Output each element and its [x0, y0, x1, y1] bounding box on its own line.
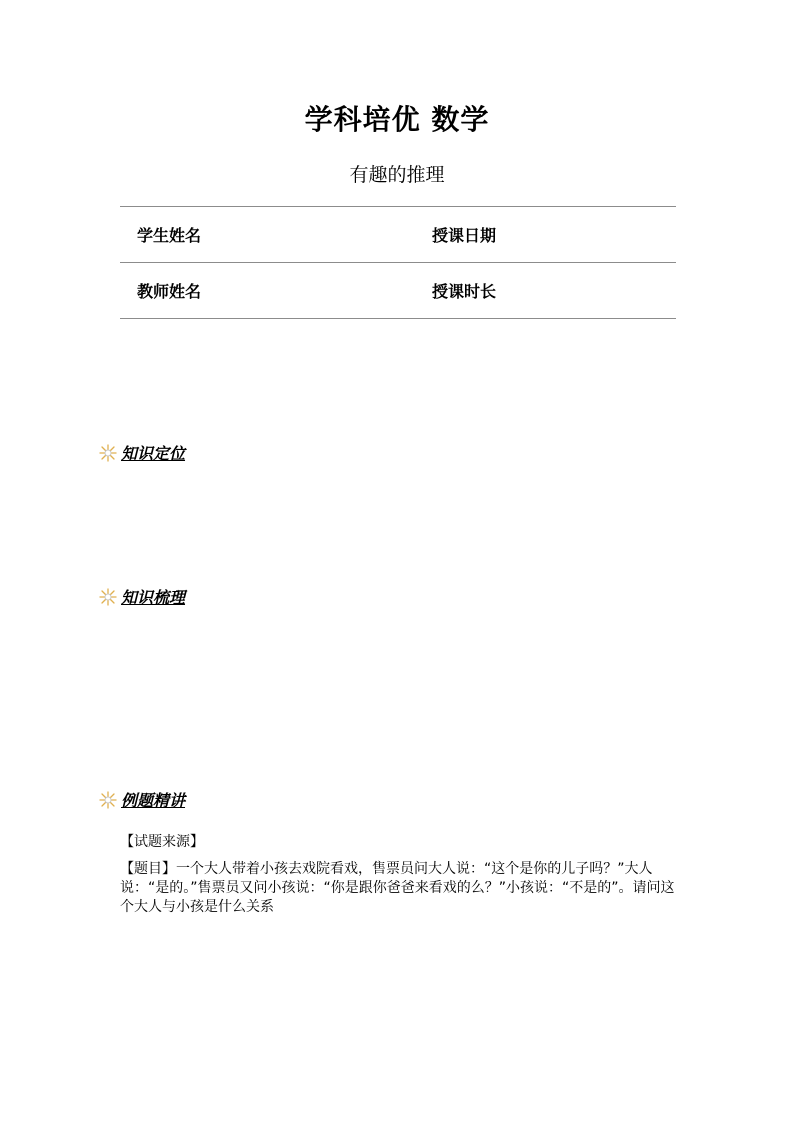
question-source: 【试题来源】 — [120, 834, 204, 850]
page-subtitle: 有趣的推理 — [349, 164, 445, 186]
info-table — [120, 206, 676, 319]
section-title: 知识梳理 — [121, 588, 186, 607]
duration-label: 授课时长 — [432, 263, 676, 319]
section-title: 知识定位 — [121, 444, 186, 463]
sparkle-icon — [98, 443, 118, 463]
section-title: 例题精讲 — [121, 791, 186, 810]
question-tag: 【题目】 — [120, 861, 176, 877]
sparkle-icon — [98, 790, 118, 810]
student-name-label: 学生姓名 — [120, 207, 432, 263]
teacher-name-label: 教师姓名 — [120, 263, 432, 319]
section-examples — [98, 788, 185, 811]
section-knowledge-position — [98, 441, 185, 464]
question-text: 一个大人带着小孩去戏院看戏，售票员问大人说：“这个是你的儿子吗？”大人说：“是的。”售票员又问小孩说：“你是跟你爸爸来看戏的么？”小孩说：“不是的”。请问这个大人与小孩是什么关系 — [120, 861, 675, 915]
question-paragraph — [120, 860, 680, 917]
table-row — [120, 207, 676, 263]
section-knowledge-review — [98, 585, 185, 608]
date-label: 授课日期 — [432, 207, 676, 263]
sparkle-icon — [98, 587, 118, 607]
table-row — [120, 263, 676, 319]
page-title: 学科培优 数学 — [304, 103, 490, 136]
